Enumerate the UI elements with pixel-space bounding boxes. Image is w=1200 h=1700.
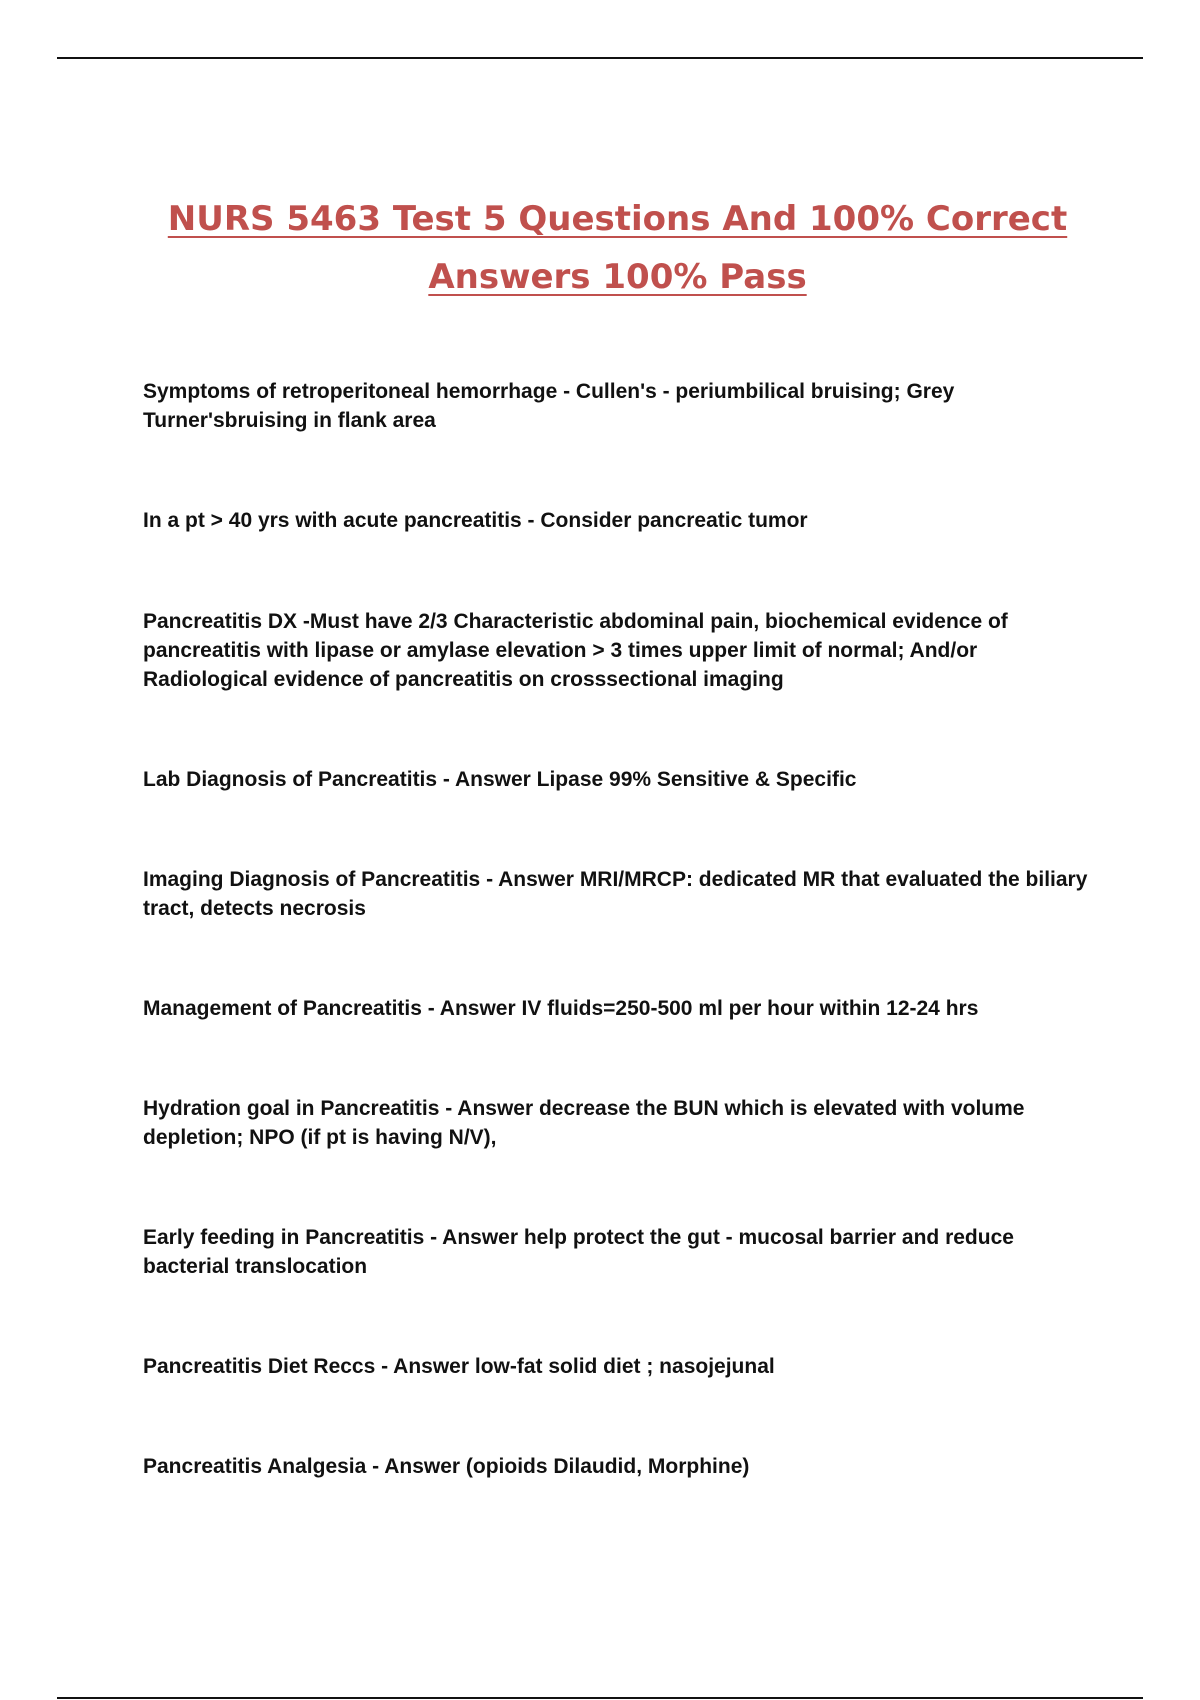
qa-item: Pancreatitis Diet Reccs - Answer low-fat solid diet ; nasojejunal [143, 1355, 775, 1378]
title-line-1: NURS 5463 Test 5 Questions And 100% Correct [167, 199, 1068, 239]
qa-item: Pancreatitis Analgesia - Answer (opioids Dilaudid, Morphine) [143, 1455, 750, 1478]
document-title [100, 190, 1135, 306]
qa-item: Pancreatitis DX -Must have 2/3 Characteristic abdominal pain, biochemical evidence of pancreatitis with lipase or amylase elevation > 3 times upper limit of normal; And/or Radiological evidence of pancreatitis on crosssectional imaging [143, 610, 1008, 691]
top-rule [57, 57, 1143, 59]
qa-item: Imaging Diagnosis of Pancreatitis - Answer MRI/MRCP: dedicated MR that evaluated the biliary tract, detects necrosis [143, 868, 1088, 920]
title-line-2: Answers 100% Pass [428, 257, 807, 297]
qa-item: Early feeding in Pancreatitis - Answer help protect the gut - mucosal barrier and reduce bacterial translocation [143, 1226, 1014, 1278]
qa-item: Hydration goal in Pancreatitis - Answer decrease the BUN which is elevated with volume depletion; NPO (if pt is having N/V), [143, 1097, 1025, 1149]
qa-item: Management of Pancreatitis - Answer IV fluids=250-500 ml per hour within 12-24 hrs [143, 997, 979, 1020]
qa-item: Lab Diagnosis of Pancreatitis - Answer Lipase 99% Sensitive & Specific [143, 768, 857, 791]
bottom-rule [57, 1697, 1143, 1699]
qa-item: In a pt > 40 yrs with acute pancreatitis - Consider pancreatic tumor [143, 509, 808, 532]
qa-item: Symptoms of retroperitoneal hemorrhage - Cullen's - periumbilical bruising; Grey Turner'sbruising in flank area [143, 380, 955, 432]
